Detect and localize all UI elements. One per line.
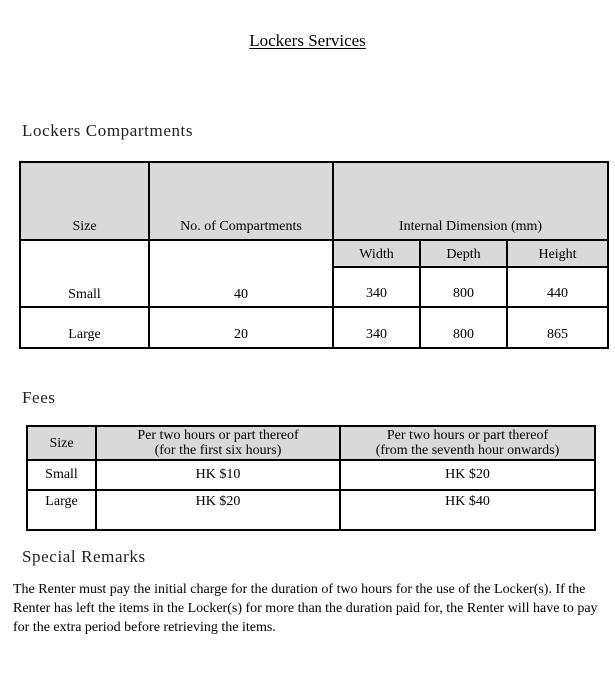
compartments-table bbox=[19, 161, 609, 349]
table-row bbox=[27, 460, 595, 490]
compartments-cell-small-size: Small bbox=[20, 240, 149, 307]
compartments-section-heading: Lockers Compartments bbox=[22, 121, 194, 140]
compartments-subheader-depth: Depth bbox=[420, 240, 507, 267]
fees-cell-large-seventh: HK $40 bbox=[340, 490, 595, 530]
compartments-cell-small-depth: 800 bbox=[420, 267, 507, 307]
compartments-header-row bbox=[20, 162, 608, 240]
fees-header-size: Size bbox=[27, 426, 96, 460]
compartments-cell-large-size: Large bbox=[20, 307, 149, 348]
fees-header-first-six-line2: (for the first six hours) bbox=[154, 443, 282, 458]
special-remarks-text: The Renter must pay the initial charge for the duration of two hours for the use of the Locker(s). If the Renter has left the items in the Locker(s) for more than the duration paid for, the Renter will have to pay for the extra period before retrieving the items. bbox=[13, 582, 598, 635]
fees-header-row bbox=[27, 426, 595, 460]
compartments-subheader-row bbox=[20, 240, 608, 267]
compartments-cell-large-height: 865 bbox=[507, 307, 608, 348]
fees-table bbox=[26, 425, 596, 531]
compartments-cell-large-count: 20 bbox=[149, 307, 333, 348]
fees-section-heading: Fees bbox=[22, 388, 56, 407]
fees-header-first-six-line1: Per two hours or part thereof bbox=[137, 428, 299, 443]
compartments-cell-small-width: 340 bbox=[333, 267, 420, 307]
fees-header-seventh-line2: (from the seventh hour onwards) bbox=[375, 443, 560, 458]
special-remarks-heading: Special Remarks bbox=[22, 547, 146, 566]
page-title: Lockers Services bbox=[249, 31, 366, 50]
fees-header-seventh-onwards bbox=[340, 426, 595, 460]
fees-cell-large-size: Large bbox=[27, 490, 96, 530]
compartments-cell-small-count: 40 bbox=[149, 240, 333, 307]
compartments-subheader-width: Width bbox=[333, 240, 420, 267]
fees-cell-small-seventh: HK $20 bbox=[340, 460, 595, 490]
compartments-header-internal-dimension: Internal Dimension (mm) bbox=[333, 162, 608, 240]
fees-cell-small-size: Small bbox=[27, 460, 96, 490]
compartments-cell-small-height: 440 bbox=[507, 267, 608, 307]
table-row bbox=[27, 490, 595, 530]
compartments-header-size: Size bbox=[20, 162, 149, 240]
fees-header-seventh-line1: Per two hours or part thereof bbox=[386, 428, 549, 443]
table-row bbox=[20, 307, 608, 348]
compartments-cell-large-depth: 800 bbox=[420, 307, 507, 348]
fees-cell-large-first-six: HK $20 bbox=[96, 490, 340, 530]
fees-cell-small-first-six: HK $10 bbox=[96, 460, 340, 490]
compartments-cell-large-width: 340 bbox=[333, 307, 420, 348]
compartments-subheader-height: Height bbox=[507, 240, 608, 267]
compartments-header-no-of-compartments: No. of Compartments bbox=[149, 162, 333, 240]
fees-header-first-six-hours bbox=[96, 426, 340, 460]
